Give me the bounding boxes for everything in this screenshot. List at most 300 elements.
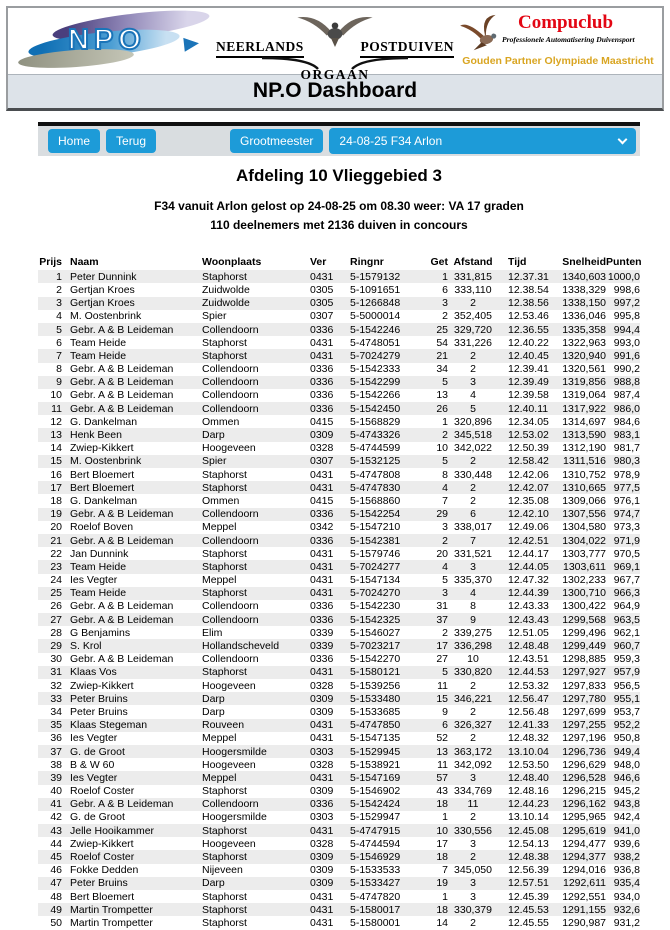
cell-afstand: 2 (470, 494, 476, 507)
cell-tijd: 12.45.55 (508, 916, 549, 929)
cell-punten: 995,8 (613, 310, 640, 323)
cell-naam: Zwiep-Kikkert (70, 679, 134, 692)
cell-ringnr: 5-1091651 (350, 283, 401, 296)
cell-snelheid: 1304,580 (562, 521, 606, 534)
cell-naam: M. Oostenbrink (70, 455, 142, 468)
cell-ver: 0307 (310, 310, 334, 323)
npo-logo (16, 11, 216, 71)
cell-ver: 0431 (310, 666, 334, 679)
cell-naam: Henk Been (70, 429, 122, 442)
cell-punten: 957,9 (613, 666, 640, 679)
cell-prijs: 15 (50, 455, 62, 468)
cell-tijd: 12.42.10 (508, 508, 549, 521)
cell-punten: 936,8 (613, 864, 640, 877)
table-row (38, 824, 640, 837)
cell-woonplaats: Staphorst (202, 349, 247, 362)
cell-prijs: 22 (50, 547, 62, 560)
grootmeester-button[interactable]: Grootmeester (230, 129, 323, 153)
table-row (38, 521, 640, 534)
cell-tijd: 12.58.42 (508, 455, 549, 468)
cell-ringnr: 5-1266848 (350, 297, 401, 310)
cell-naam: M. Oostenbrink (70, 310, 142, 323)
cell-prijs: 31 (50, 666, 62, 679)
cell-tijd: 12.48.32 (508, 732, 549, 745)
cell-get: 9 (442, 705, 448, 718)
cell-prijs: 21 (50, 534, 62, 547)
cell-naam: Gebr. A & B Leideman (70, 323, 174, 336)
cell-punten: 960,7 (613, 640, 640, 653)
cell-ver: 0431 (310, 270, 334, 283)
cell-woonplaats: Collendoorn (202, 798, 259, 811)
cell-get: 27 (436, 653, 448, 666)
cell-punten: 962,1 (613, 626, 640, 639)
cell-punten: 932,6 (613, 903, 640, 916)
cell-tijd: 12.43.43 (508, 613, 549, 626)
cell-naam: Klaas Stegeman (70, 719, 148, 732)
cell-afstand: 2 (470, 455, 476, 468)
cell-woonplaats: Nijeveen (202, 864, 243, 877)
cell-prijs: 16 (50, 468, 62, 481)
table-row (38, 323, 640, 336)
table-row (38, 349, 640, 362)
cell-woonplaats: Rouveen (202, 719, 245, 732)
cell-get: 17 (436, 837, 448, 850)
cell-snelheid: 1295,619 (562, 824, 606, 837)
cell-prijs: 41 (50, 798, 62, 811)
cell-get: 1 (442, 890, 448, 903)
cell-woonplaats: Staphorst (202, 336, 247, 349)
cell-snelheid: 1297,699 (562, 705, 606, 718)
table-row (38, 639, 640, 652)
cell-punten: 978,9 (613, 468, 640, 481)
cell-prijs: 44 (50, 837, 62, 850)
cell-naam: Gertjan Kroes (70, 283, 135, 296)
orgaan-word-right: POSTDUIVEN (360, 39, 454, 58)
cell-tijd: 12.45.08 (508, 824, 549, 837)
cell-ringnr: 5-1546027 (350, 626, 401, 639)
cell-afstand: 3 (470, 890, 476, 903)
orgaan-word-left: NEERLANDS (216, 39, 304, 58)
cell-afstand: 363,172 (454, 745, 492, 758)
header-row (38, 256, 640, 270)
race-select[interactable] (329, 128, 636, 154)
cell-ver: 0336 (310, 363, 334, 376)
cell-snelheid: 1319,064 (562, 389, 606, 402)
cell-tijd: 13.10.04 (508, 745, 549, 758)
cell-tijd: 12.37.31 (508, 270, 549, 283)
cell-snelheid: 1290,987 (562, 916, 606, 929)
page-title: NP.O Dashboard (8, 74, 662, 108)
cell-woonplaats: Ommen (202, 494, 240, 507)
compuclub-partner-line: Gouden Partner Olympiade Maastricht (462, 55, 654, 67)
cell-ringnr: 5-5000014 (350, 310, 401, 323)
cell-woonplaats: Collendoorn (202, 600, 259, 613)
cell-punten: 991,6 (613, 349, 640, 362)
cell-snelheid: 1320,561 (562, 363, 606, 376)
cell-naam: Gebr. A & B Leideman (70, 508, 174, 521)
cell-punten: 969,1 (613, 560, 640, 573)
cell-woonplaats: Hoogersmilde (202, 811, 267, 824)
cell-woonplaats: Hoogeveen (202, 837, 256, 850)
cell-woonplaats: Meppel (202, 574, 237, 587)
cell-ver: 0309 (310, 705, 334, 718)
table-row (38, 864, 640, 877)
cell-naam: Roelof Coster (70, 785, 135, 798)
cell-afstand: 342,092 (454, 758, 492, 771)
table-row (38, 587, 640, 600)
cell-woonplaats: Staphorst (202, 824, 247, 837)
cell-ver: 0431 (310, 732, 334, 745)
cell-afstand: 7 (470, 534, 476, 547)
cell-ringnr: 5-1542450 (350, 402, 401, 415)
cell-get: 4 (442, 560, 448, 573)
cell-snelheid: 1296,528 (562, 771, 606, 784)
table-row (38, 798, 640, 811)
cell-ringnr: 5-4743326 (350, 429, 401, 442)
cell-woonplaats: Staphorst (202, 468, 247, 481)
cell-ringnr: 5-1568860 (350, 494, 401, 507)
cell-snelheid: 1338,329 (562, 283, 606, 296)
cell-prijs: 23 (50, 560, 62, 573)
cell-afstand: 2 (470, 679, 476, 692)
cell-naam: Gebr. A & B Leideman (70, 389, 174, 402)
cell-naam: Zwiep-Kikkert (70, 837, 134, 850)
cell-prijs: 49 (50, 903, 62, 916)
cell-punten: 981,7 (613, 442, 640, 455)
cell-woonplaats: Staphorst (202, 851, 247, 864)
table-row (38, 402, 640, 415)
cell-snelheid: 1336,046 (562, 310, 606, 323)
cell-afstand: 11 (467, 798, 479, 811)
cell-snelheid: 1296,162 (562, 798, 606, 811)
cell-afstand: 3 (470, 560, 476, 573)
cell-ver: 0309 (310, 692, 334, 705)
cell-snelheid: 1310,665 (562, 481, 606, 494)
cell-ver: 0305 (310, 297, 334, 310)
cell-tijd: 12.48.16 (508, 785, 549, 798)
cell-punten: 977,5 (613, 481, 640, 494)
cell-woonplaats: Zuidwolde (202, 283, 250, 296)
cell-woonplaats: Collendoorn (202, 389, 259, 402)
cell-woonplaats: Ommen (202, 415, 240, 428)
cell-tijd: 12.53.50 (508, 758, 549, 771)
cell-naam: Ies Vegter (70, 771, 118, 784)
cell-naam: Gebr. A & B Leideman (70, 600, 174, 613)
cell-afstand: 5 (470, 402, 476, 415)
cell-punten: 970,5 (613, 547, 640, 560)
table-row (38, 574, 640, 587)
table-row (38, 837, 640, 850)
cell-ver: 0431 (310, 587, 334, 600)
cell-punten: 931,2 (613, 916, 640, 929)
column-header-tijd: Tijd (508, 256, 527, 269)
cell-get: 52 (436, 732, 448, 745)
cell-ver: 0336 (310, 600, 334, 613)
cell-prijs: 14 (50, 442, 62, 455)
cell-ringnr: 5-1542381 (350, 534, 401, 547)
cell-snelheid: 1310,752 (562, 468, 606, 481)
cell-ver: 0305 (310, 283, 334, 296)
cell-prijs: 37 (50, 745, 62, 758)
cell-tijd: 12.43.51 (508, 653, 549, 666)
cell-woonplaats: Hollandscheveld (202, 640, 280, 653)
cell-woonplaats: Elim (202, 626, 223, 639)
cell-woonplaats: Staphorst (202, 785, 247, 798)
cell-punten: 998,6 (613, 283, 640, 296)
cell-woonplaats: Staphorst (202, 481, 247, 494)
column-header-get: Get (430, 256, 448, 269)
cell-naam: Gertjan Kroes (70, 297, 135, 310)
cell-ringnr: 5-4744599 (350, 442, 401, 455)
cell-tijd: 12.49.06 (508, 521, 549, 534)
cell-get: 5 (442, 376, 448, 389)
table-row (38, 560, 640, 573)
table-row (38, 283, 640, 296)
npo-logo-text: NPO (68, 24, 146, 56)
cell-prijs: 30 (50, 653, 62, 666)
orgaan-word-bottom: ORGAAN (300, 67, 370, 82)
home-button[interactable]: Home (48, 129, 100, 153)
cell-ringnr: 5-1532125 (350, 455, 401, 468)
cell-get: 1 (442, 270, 448, 283)
cell-afstand: 330,448 (454, 468, 492, 481)
cell-tijd: 12.47.32 (508, 574, 549, 587)
cell-ver: 0309 (310, 864, 334, 877)
table-row (38, 310, 640, 323)
cell-prijs: 27 (50, 613, 62, 626)
cell-snelheid: 1299,496 (562, 626, 606, 639)
cell-punten: 964,9 (613, 600, 640, 613)
cell-ringnr: 5-4744594 (350, 837, 401, 850)
cell-prijs: 35 (50, 719, 62, 732)
cell-punten: 946,6 (613, 771, 640, 784)
cell-ringnr: 5-4747915 (350, 824, 401, 837)
cell-ringnr: 5-1580001 (350, 916, 401, 929)
cell-get: 2 (442, 310, 448, 323)
table-row (38, 336, 640, 349)
cell-ver: 0336 (310, 534, 334, 547)
cell-afstand: 2 (470, 363, 476, 376)
cell-afstand: 2 (470, 851, 476, 864)
race-info (38, 197, 640, 234)
cell-get: 15 (436, 692, 448, 705)
cell-snelheid: 1303,611 (562, 560, 606, 573)
cell-naam: G. Dankelman (70, 494, 138, 507)
cell-prijs: 2 (56, 283, 62, 296)
cell-naam: Roelof Coster (70, 851, 135, 864)
cell-ver: 0431 (310, 824, 334, 837)
cell-naam: Gebr. A & B Leideman (70, 798, 174, 811)
table-row (38, 494, 640, 507)
cell-ringnr: 5-1533533 (350, 864, 401, 877)
cell-naam: S. Krol (70, 640, 102, 653)
cell-naam: Bert Bloemert (70, 890, 135, 903)
table-row (38, 600, 640, 613)
cell-naam: G. de Groot (70, 811, 125, 824)
table-row (38, 442, 640, 455)
cell-prijs: 11 (51, 402, 62, 415)
table-row (38, 415, 640, 428)
column-header-naam: Naam (70, 256, 99, 269)
cell-ver: 0336 (310, 613, 334, 626)
cell-woonplaats: Meppel (202, 771, 237, 784)
cell-tijd: 12.39.58 (508, 389, 549, 402)
cell-ringnr: 5-1538921 (350, 758, 401, 771)
cell-afstand: 335,370 (454, 574, 492, 587)
cell-prijs: 39 (50, 771, 62, 784)
cell-prijs: 5 (56, 323, 62, 336)
cell-ringnr: 5-1542270 (350, 653, 401, 666)
cell-woonplaats: Collendoorn (202, 508, 259, 521)
cell-get: 11 (437, 758, 448, 771)
cell-punten: 945,2 (613, 785, 640, 798)
cell-afstand: 330,379 (454, 903, 492, 916)
cell-get: 2 (442, 626, 448, 639)
cell-woonplaats: Collendoorn (202, 323, 259, 336)
cell-snelheid: 1294,016 (562, 864, 606, 877)
cell-prijs: 47 (50, 877, 62, 890)
cell-ringnr: 5-1542266 (350, 389, 401, 402)
cell-tijd: 12.40.22 (508, 336, 549, 349)
table-row (38, 719, 640, 732)
cell-prijs: 25 (50, 587, 62, 600)
cell-ver: 0309 (310, 429, 334, 442)
cell-ver: 0328 (310, 837, 334, 850)
cell-ringnr: 5-1533427 (350, 877, 401, 890)
cell-get: 29 (436, 508, 448, 521)
logo-row (8, 8, 662, 82)
cell-afstand: 4 (470, 587, 476, 600)
cell-snelheid: 1297,927 (562, 666, 606, 679)
cell-afstand: 333,110 (454, 283, 492, 296)
cell-naam: Gebr. A & B Leideman (70, 402, 174, 415)
table-row (38, 626, 640, 639)
cell-ver: 0336 (310, 653, 334, 666)
cell-woonplaats: Staphorst (202, 890, 247, 903)
cell-afstand: 336,298 (454, 640, 492, 653)
cell-punten: 990,2 (613, 363, 640, 376)
cell-ver: 0309 (310, 785, 334, 798)
table-row (38, 705, 640, 718)
cell-woonplaats: Collendoorn (202, 376, 259, 389)
cell-get: 5 (442, 574, 448, 587)
cell-punten: 993,0 (613, 336, 640, 349)
cell-get: 6 (442, 283, 448, 296)
cell-get: 5 (442, 666, 448, 679)
cell-get: 3 (442, 587, 448, 600)
cell-afstand: 9 (470, 613, 476, 626)
cell-get: 25 (436, 323, 448, 336)
cell-woonplaats: Darp (202, 692, 225, 705)
cell-woonplaats: Darp (202, 877, 225, 890)
results-table-head (38, 256, 640, 270)
cell-tijd: 12.44.05 (508, 560, 549, 573)
cell-ver: 0303 (310, 811, 334, 824)
cell-tijd: 12.56.39 (508, 864, 549, 877)
terug-button[interactable]: Terug (106, 129, 156, 153)
cell-afstand: 339,275 (454, 626, 492, 639)
results-table-body (38, 270, 640, 929)
cell-naam: Ies Vegter (70, 732, 118, 745)
cell-woonplaats: Darp (202, 705, 225, 718)
cell-prijs: 34 (50, 705, 62, 718)
cell-prijs: 45 (50, 851, 62, 864)
cell-get: 2 (442, 429, 448, 442)
cell-tijd: 12.43.33 (508, 600, 549, 613)
table-row (38, 428, 640, 441)
table-row (38, 785, 640, 798)
cell-naam: Klaas Vos (70, 666, 117, 679)
table-row (38, 534, 640, 547)
cell-tijd: 12.51.05 (508, 626, 549, 639)
cell-snelheid: 1311,516 (562, 455, 606, 468)
cell-get: 2 (442, 534, 448, 547)
cell-prijs: 10 (50, 389, 62, 402)
cell-ringnr: 5-1546902 (350, 785, 401, 798)
table-row (38, 613, 640, 626)
cell-get: 18 (436, 851, 448, 864)
cell-get: 26 (436, 402, 448, 415)
cell-snelheid: 1309,066 (562, 494, 606, 507)
cell-punten: 949,4 (613, 745, 640, 758)
table-row (38, 389, 640, 402)
race-info-line2: 110 deelnemers met 2136 duiven in concours (210, 217, 468, 232)
main-content (38, 166, 640, 930)
cell-afstand: 345,050 (454, 864, 492, 877)
cell-tijd: 12.56.47 (508, 692, 549, 705)
cell-snelheid: 1319,856 (562, 376, 606, 389)
cell-woonplaats: Spier (202, 455, 227, 468)
cell-tijd: 12.48.48 (508, 640, 549, 653)
cell-get: 14 (436, 916, 448, 929)
cell-ver: 0415 (310, 415, 334, 428)
cell-get: 10 (436, 824, 448, 837)
cell-woonplaats: Staphorst (202, 587, 247, 600)
cell-afstand: 330,820 (454, 666, 492, 679)
cell-prijs: 4 (56, 310, 62, 323)
cell-woonplaats: Hoogeveen (202, 758, 256, 771)
cell-tijd: 12.35.08 (508, 494, 549, 507)
cell-punten: 966,3 (613, 587, 640, 600)
cell-punten: 935,4 (613, 877, 640, 890)
cell-prijs: 9 (56, 376, 62, 389)
cell-prijs: 3 (56, 297, 62, 310)
table-row (38, 455, 640, 468)
cell-tijd: 12.42.51 (508, 534, 549, 547)
cell-naam: Peter Bruins (70, 877, 128, 890)
cell-ringnr: 5-1542254 (350, 508, 401, 521)
cell-punten: 939,6 (613, 837, 640, 850)
cell-snelheid: 1294,377 (562, 851, 606, 864)
cell-snelheid: 1313,590 (562, 429, 606, 442)
cell-woonplaats: Hoogeveen (202, 679, 256, 692)
cell-ver: 0342 (310, 521, 334, 534)
cell-naam: Martin Trompetter (70, 903, 153, 916)
pigeon-icon (453, 8, 514, 57)
cell-afstand: 3 (470, 837, 476, 850)
cell-naam: Bert Bloemert (70, 481, 135, 494)
cell-afstand: 338,017 (454, 521, 492, 534)
cell-naam: Roelof Boven (70, 521, 134, 534)
cell-woonplaats: Collendoorn (202, 363, 259, 376)
cell-punten: 956,5 (613, 679, 640, 692)
table-row (38, 481, 640, 494)
cell-get: 4 (442, 481, 448, 494)
cell-woonplaats: Staphorst (202, 560, 247, 573)
cell-snelheid: 1303,777 (562, 547, 606, 560)
cell-naam: Gebr. A & B Leideman (70, 376, 174, 389)
cell-ver: 0431 (310, 468, 334, 481)
